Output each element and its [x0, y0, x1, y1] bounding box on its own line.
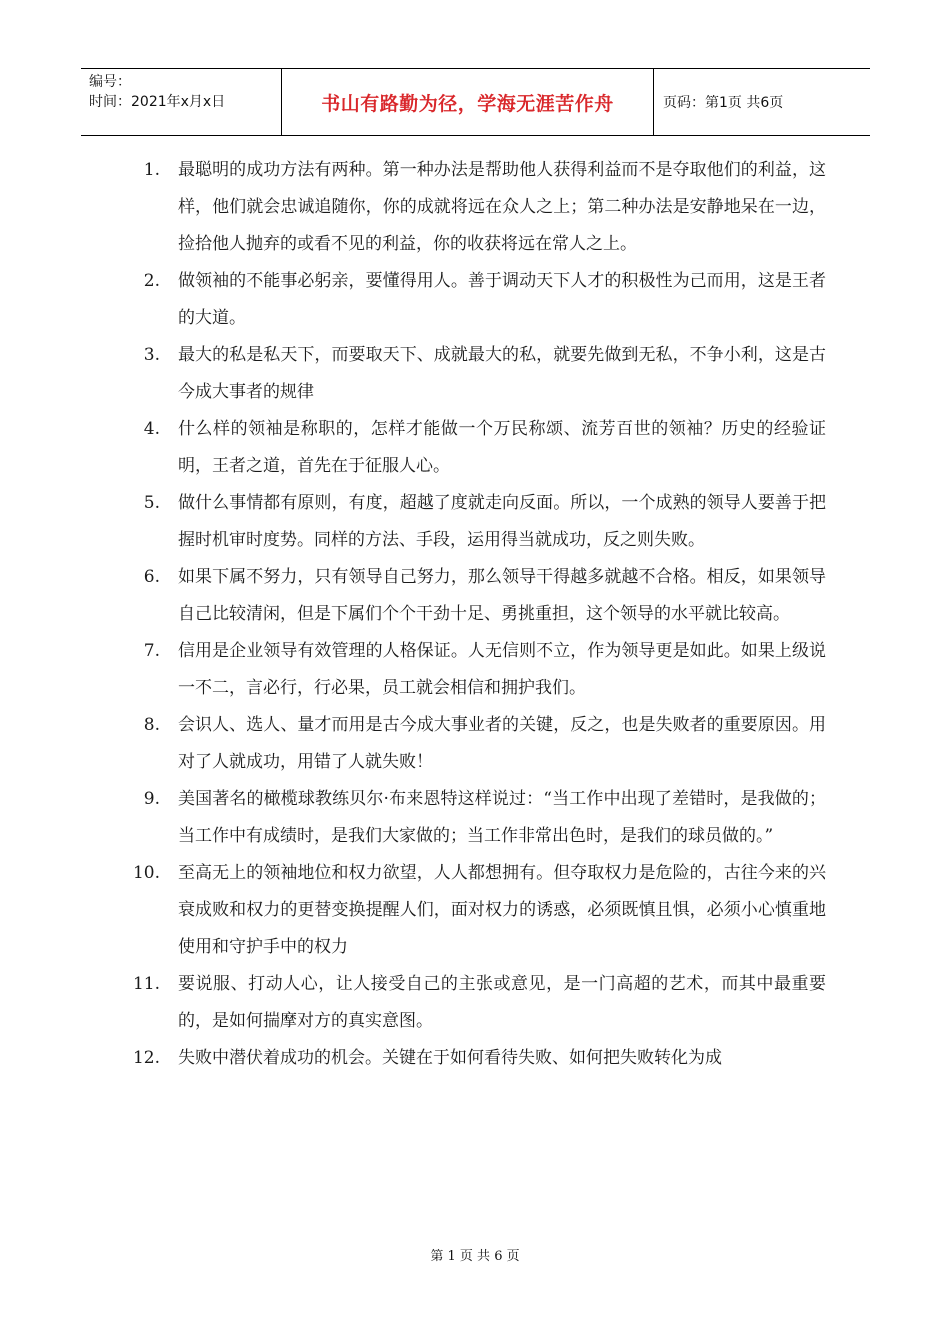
- header-motto-cell: [282, 69, 654, 135]
- document-header: [81, 68, 870, 136]
- item-number: 4.: [143, 419, 160, 439]
- item-text: 什么样的领袖是称职的，怎样才能做一个万民称颂、流芳百世的领袖？历史的经验证明，王者之道，首先在于征服人心。: [178, 419, 826, 476]
- list-item-5: [0, 485, 826, 559]
- footer-page-number: 第 1 页 共 6 页: [430, 1249, 520, 1264]
- list-item-10: [0, 855, 826, 966]
- item-number: 10.: [132, 863, 160, 883]
- item-text: 如果下属不努力，只有领导自己努力，那么领导干得越多就越不合格。相反，如果领导自己比较清闲，但是下属们个个干劲十足、勇挑重担，这个领导的水平就比较高。: [178, 567, 826, 624]
- list-item-2: [0, 263, 826, 337]
- date-label: 时间：2021年x月x日: [89, 94, 226, 110]
- list-item-9: [0, 781, 826, 855]
- list-item-11: [0, 966, 826, 1040]
- item-number: 8.: [143, 715, 160, 735]
- list-item-3: [0, 337, 826, 411]
- code-label: 编号：: [89, 74, 131, 90]
- item-number: 11.: [132, 974, 160, 994]
- item-text: 做领袖的不能事必躬亲，要懂得用人。善于调动天下人才的积极性为己而用，这是王者的大道。: [178, 271, 826, 328]
- item-number: 3.: [143, 345, 160, 365]
- item-text: 失败中潜伏着成功的机会。关键在于如何看待失败、如何把失败转化为成: [178, 1048, 722, 1068]
- item-number: 9.: [143, 789, 160, 809]
- page-footer: [0, 1245, 950, 1264]
- item-number: 12.: [132, 1048, 160, 1068]
- list-item-7: [0, 633, 826, 707]
- item-number: 6.: [143, 567, 160, 587]
- header-meta-cell: [81, 69, 282, 135]
- numbered-list: [0, 152, 950, 1077]
- item-number: 2.: [143, 271, 160, 291]
- item-text: 最大的私是私天下，而要取天下、成就最大的私，就要先做到无私，不争小利，这是古今成大事者的规律: [178, 345, 826, 402]
- list-item-12: [0, 1040, 826, 1077]
- list-item-4: [0, 411, 826, 485]
- item-text: 做什么事情都有原则，有度，超越了度就走向反面。所以，一个成熟的领导人要善于把握时机审时度势。同样的方法、手段，运用得当就成功，反之则失败。: [178, 493, 826, 550]
- item-text: 信用是企业领导有效管理的人格保证。人无信则不立，作为领导更是如此。如果上级说一不二，言必行，行必果，员工就会相信和拥护我们。: [178, 641, 826, 698]
- item-number: 1.: [143, 160, 160, 180]
- motto-text: 书山有路勤为径，学海无涯苦作舟: [321, 92, 614, 115]
- page-label: 页码：第1页 共6页: [663, 95, 784, 111]
- item-text: 至高无上的领袖地位和权力欲望，人人都想拥有。但夺取权力是危险的，古往今来的兴衰成败和权力的更替变换提醒人们，面对权力的诱惑，必须既慎且惧，必须小心慎重地使用和守护手中的权力: [178, 863, 826, 957]
- item-text: 最聪明的成功方法有两种。第一种办法是帮助他人获得利益而不是夺取他们的利益，这样，他们就会忠诚追随你，你的成就将远在众人之上；第二种办法是安静地呆在一边，捡拾他人抛弃的或看不见的利益，你的收获将远在常人之上。: [178, 160, 826, 254]
- header-page-cell: [654, 69, 870, 135]
- item-text: 会识人、选人、量才而用是古今成大事业者的关键，反之，也是失败者的重要原因。用对了人就成功，用错了人就失败！: [178, 715, 826, 772]
- list-item-1: [0, 152, 826, 263]
- list-item-8: [0, 707, 826, 781]
- item-text: 美国著名的橄榄球教练贝尔·布来恩特这样说过：“当工作中出现了差错时，是我做的；当工作中有成绩时，是我们大家做的；当工作非常出色时，是我们的球员做的。”: [178, 789, 826, 846]
- item-number: 7.: [143, 641, 160, 661]
- item-text: 要说服、打动人心，让人接受自己的主张或意见，是一门高超的艺术，而其中最重要的，是如何揣摩对方的真实意图。: [178, 974, 826, 1031]
- list-item-6: [0, 559, 826, 633]
- item-number: 5.: [143, 493, 160, 513]
